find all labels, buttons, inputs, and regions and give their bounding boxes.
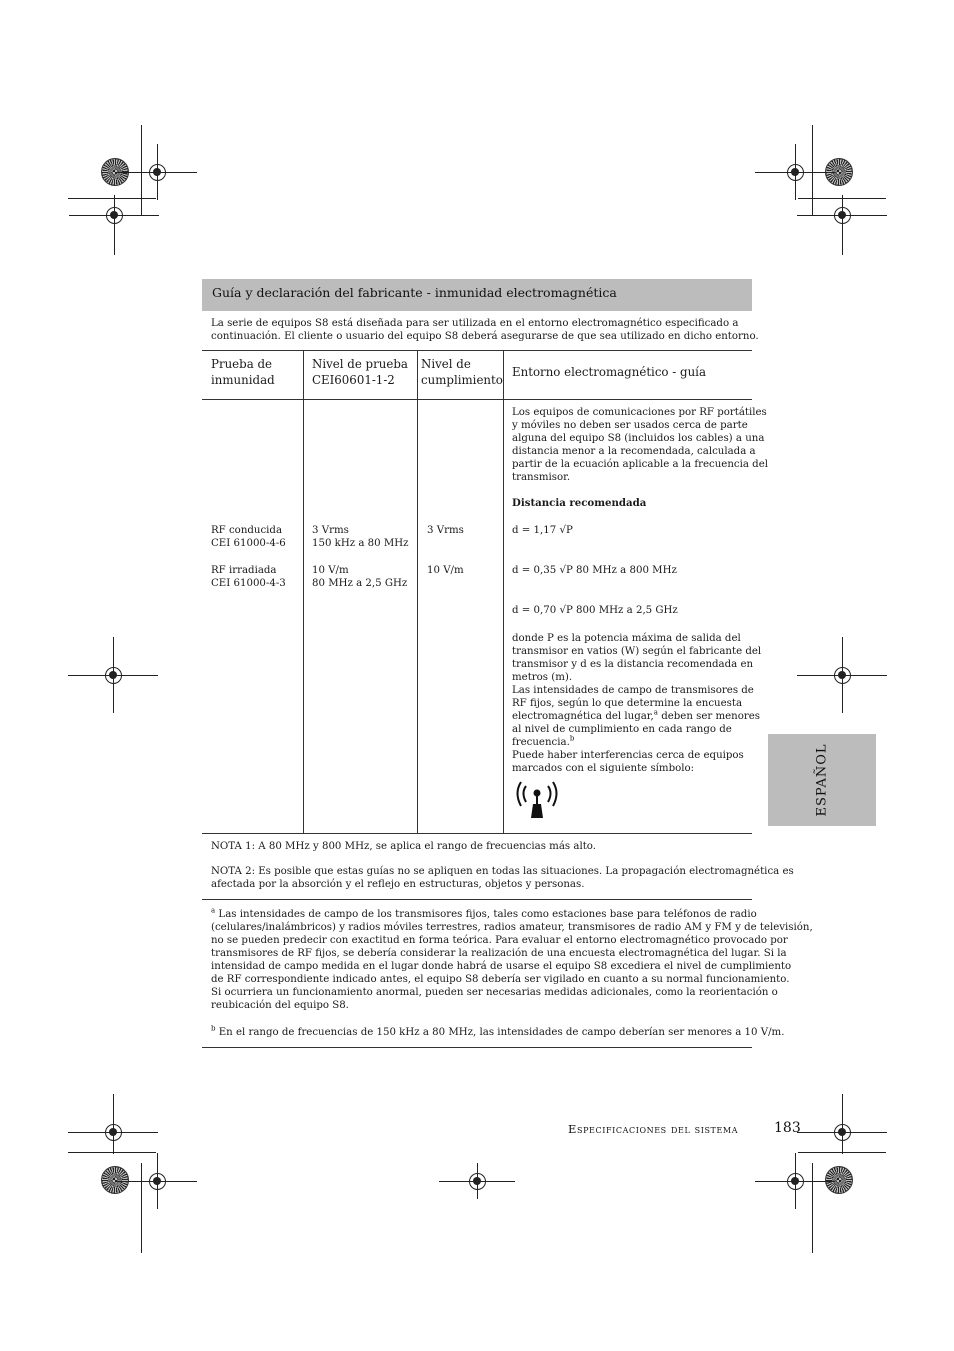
footnote-b: $^b$ En el rango de frecuencias de 150 kHz a 80 MHz, las intensidades de campo deberían ser menores a 10 V/m. — [211, 1024, 785, 1038]
column-divider — [303, 350, 304, 833]
where-line-sup-a: electromagnética del lugar,$^a$ deben ser menores — [512, 708, 760, 722]
note-2-line-1: NOTA 2: Es posible que estas guías no se apliquen en todas las situaciones. La propagación electromagnética es — [211, 866, 794, 877]
column-header-test-level: Nivel de prueba CEI60601-1-2 — [312, 357, 408, 387]
column-divider — [417, 350, 418, 833]
row-conducted-formula: d = 1,17 √P — [512, 525, 573, 536]
crop-line — [141, 125, 142, 215]
column-divider — [503, 350, 504, 833]
table-rule — [202, 350, 752, 351]
row-radiated-compliance: 10 V/m — [427, 565, 464, 576]
color-registration-starburst-icon — [825, 1166, 853, 1194]
row-radiated-formula: d = 0,35 √P 80 MHz a 800 MHz — [512, 565, 677, 576]
table-rule — [202, 1047, 752, 1048]
column-header-guidance: Entorno electromagnético - guía — [512, 365, 706, 379]
language-tab-label: ESPAÑOL — [814, 743, 830, 817]
column-header-compliance: Nivel de cumplimiento — [421, 357, 503, 387]
crop-line — [141, 1163, 142, 1253]
footer-section-title: Especificaciones del sistema — [568, 1122, 739, 1136]
row-conducted-level: 3 Vrms 150 kHz a 80 MHz — [312, 525, 409, 549]
distance-heading: Distancia recomendada — [512, 497, 647, 509]
intro-line-2: continuación. El cliente o usuario del equipo S8 deberá asegurarse de que sea utilizado en dicho entorno. — [211, 331, 759, 342]
page-number: 183 — [774, 1120, 801, 1136]
footnote-a: $^a$ Las intensidades de campo de los transmisores fijos, tales como estaciones base para teléfonos de radio (celulares/inalámbricos) y radios móviles terrestres, radios amateur, transmisores de radio AM y FM y de televisión, no se pueden predecir con exactitud en forma teórica. Para evaluar el entorno electromagnético provocado por transmisores de RF fijos, se debería considerar la realización de una encuesta electromagnética del lugar. Si la intensidad de campo medida en el lugar donde habrá de usarse el equipo S8 excediera el nivel de cumplimiento de RF correspondiente indicado antes, el equipo S8 debería ser vigilado en cuanto a su normal funcionamiento. Si ocurriera un funcionamiento anormal, pueden ser necesarias medidas adicionales, como la reorientación o reubicación del equipo S8. — [211, 906, 813, 1011]
row-radiated-test: RF irradiada CEI 61000-4-3 — [211, 565, 286, 589]
crop-line — [68, 198, 156, 199]
language-tab — [768, 734, 876, 826]
note-2-line-2: afectada por la absorción y el reflejo en estructuras, objetos y personas. — [211, 879, 585, 890]
row-radiated-level: 10 V/m 80 MHz a 2,5 GHz — [312, 565, 408, 589]
table-header-bar — [202, 279, 752, 311]
table-rule — [202, 833, 752, 834]
column-header-test: Prueba de inmunidad — [211, 357, 275, 387]
note-1: NOTA 1: A 80 MHz y 800 MHz, se aplica el rango de frecuencias más alto. — [211, 841, 596, 852]
where-line-sup-b: frecuencia.$^b$ — [512, 734, 575, 748]
guidance-intro: Los equipos de comunicaciones por RF portátiles y móviles no deben ser usados cerca de parte alguna del equipo S8 (incluidos los cables) a una distancia menor a la recomendada, calculada a partir de la ecuación aplicable a la frecuencia del transmisor. — [512, 407, 768, 483]
table-rule — [202, 399, 752, 400]
non-ionizing-radiation-icon — [513, 778, 561, 820]
table-title: Guía y declaración del fabricante - inmunidad electromagnética — [212, 285, 617, 300]
row-conducted-test: RF conducida CEI 61000-4-6 — [211, 525, 286, 549]
table-rule — [202, 899, 752, 900]
intro-line-1: La serie de equipos S8 está diseñada para ser utilizada en el entorno electromagnético especificado a — [211, 318, 739, 329]
crop-line — [812, 125, 813, 215]
color-registration-starburst-icon — [101, 1166, 129, 1194]
formula-high-band: d = 0,70 √P 800 MHz a 2,5 GHz — [512, 605, 678, 616]
where-text: donde P es la potencia máxima de salida del transmisor en vatios (W) según el fabricante del transmisor y d es la distancia recomendada en metros (m). Las intensidades de campo de transmisores de RF fijos, según lo que determine la encuesta electromagnética del lugar,$^a$ deben ser menores al nivel de cumplimiento en cada rango de frecuencia.$^b$ Puede haber interferencias cerca de equipos marcados con el siguiente símbolo: — [512, 633, 762, 774]
crop-line — [812, 1163, 813, 1253]
row-conducted-compliance: 3 Vrms — [427, 525, 464, 536]
crop-line — [68, 1152, 156, 1153]
